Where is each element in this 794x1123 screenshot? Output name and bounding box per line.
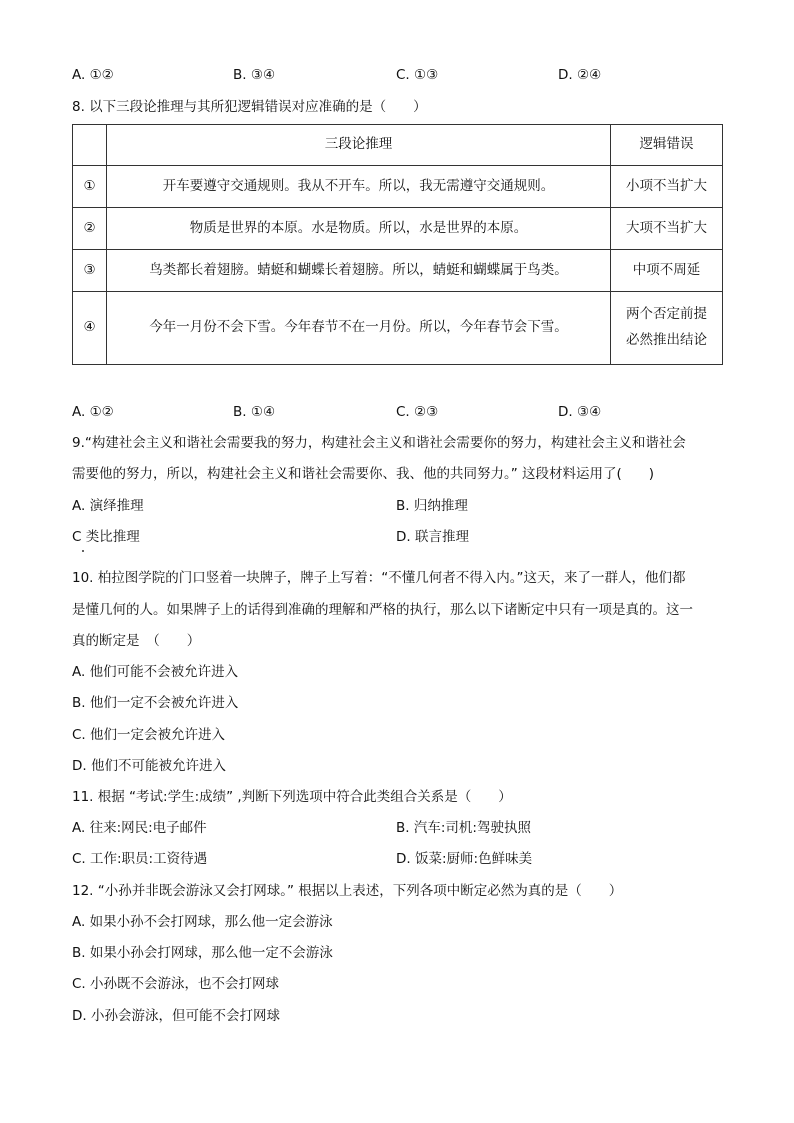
q12-option-d: D. 小孙会游泳，但可能不会打网球 (72, 1008, 280, 1024)
q10-stem-line2: 是懂几何的人。如果牌子上的话得到准确的理解和严格的执行，那么以下诸断定中只有一项是真的。这一 (72, 602, 693, 618)
row-number: ② (73, 208, 107, 250)
row-error: 大项不当扩大 (611, 208, 723, 250)
row-number: ① (73, 166, 107, 208)
row-syllogism: 开车要遵守交通规则。我从不开车。所以，我无需遵守交通规则。 (107, 166, 611, 208)
q7-option-d: D. ②④ (558, 67, 602, 83)
q7-option-a: A. ①② (72, 67, 114, 83)
q12-stem: 12. “小孙并非既会游泳又会打网球。” 根据以上表述，下列各项中断定必然为真的是（ ） (72, 883, 623, 899)
q10-stem-line3: 真的断定是 （ ） (72, 633, 201, 649)
q11-option-c: C. 工作:职员:工资待遇 (72, 851, 208, 867)
q8-stem: 8. 以下三段论推理与其所犯逻辑错误对应准确的是（ ） (72, 99, 427, 115)
q9-stem-line2: 需要他的努力，所以，构建社会主义和谐社会需要你、我、他的共同努力。” 这段材料运用了( ) (72, 466, 655, 482)
q9-option-d: D. 联言推理 (396, 529, 469, 545)
q10-option-b: B. 他们一定不会被允许进入 (72, 695, 239, 711)
q11-option-d: D. 饭菜:厨师:色鲜味美 (396, 851, 533, 867)
q9-option-c: C 类比推理 (72, 529, 140, 545)
table-header-error: 逻辑错误 (611, 125, 723, 166)
syllogism-table (72, 124, 723, 365)
q9-option-b: B. 归纳推理 (396, 498, 468, 514)
q12-option-b: B. 如果小孙会打网球，那么他一定不会游泳 (72, 945, 333, 961)
row-syllogism: 鸟类都长着翅膀。蜻蜓和蝴蝶长着翅膀。所以，蜻蜓和蝴蝶属于鸟类。 (107, 250, 611, 292)
row-syllogism: 今年一月份不会下雪。今年春节不在一月份。所以，今年春节会下雪。 (107, 292, 611, 365)
q10-stem-line1: 10. 柏拉图学院的门口竖着一块牌子，牌子上写着：“不懂几何者不得入内。”这天，来了一群人，他们都 (72, 570, 686, 586)
q10-option-c: C. 他们一定会被允许进入 (72, 727, 226, 743)
q12-option-c: C. 小孙既不会游泳，也不会打网球 (72, 976, 280, 992)
q12-option-a: A. 如果小孙不会打网球，那么他一定会游泳 (72, 914, 333, 930)
row-syllogism: 物质是世界的本原。水是物质。所以，水是世界的本原。 (107, 208, 611, 250)
row-error (611, 292, 723, 365)
q11-stem: 11. 根据 “考试:学生:成绩” ,判断下列选项中符合此类组合关系是（ ） (72, 789, 512, 805)
q8-option-d: D. ③④ (558, 404, 602, 420)
row-error: 小项不当扩大 (611, 166, 723, 208)
row-error-line1: 两个否定前提 (626, 306, 707, 323)
table-header-syllogism: 三段论推理 (107, 125, 611, 166)
table-row (73, 208, 723, 250)
q11-option-b: B. 汽车:司机:驾驶执照 (396, 820, 531, 836)
q9-option-a: A. 演绎推理 (72, 498, 144, 514)
q10-option-d: D. 他们不可能被允许进入 (72, 758, 226, 774)
row-error-line2: 必然推出结论 (626, 332, 707, 348)
row-number: ③ (73, 250, 107, 292)
stray-dot (82, 550, 84, 552)
q7-option-b: B. ③④ (233, 67, 276, 83)
q9-stem-line1: 9.“构建社会主义和谐社会需要我的努力，构建社会主义和谐社会需要你的努力，构建社会主义和谐社会 (72, 435, 686, 451)
row-number: ④ (73, 292, 107, 365)
table-row (73, 166, 723, 208)
q11-option-a: A. 往来:网民:电子邮件 (72, 820, 207, 836)
table-row (73, 292, 723, 365)
q8-option-c: C. ②③ (396, 404, 439, 420)
row-error: 中项不周延 (611, 250, 723, 292)
q8-option-a: A. ①② (72, 404, 114, 420)
q7-option-c: C. ①③ (396, 67, 439, 83)
table-header-row (73, 125, 723, 166)
table-row (73, 250, 723, 292)
q10-option-a: A. 他们可能不会被允许进入 (72, 664, 239, 680)
q8-option-b: B. ①④ (233, 404, 276, 420)
table-header-num (73, 125, 107, 166)
